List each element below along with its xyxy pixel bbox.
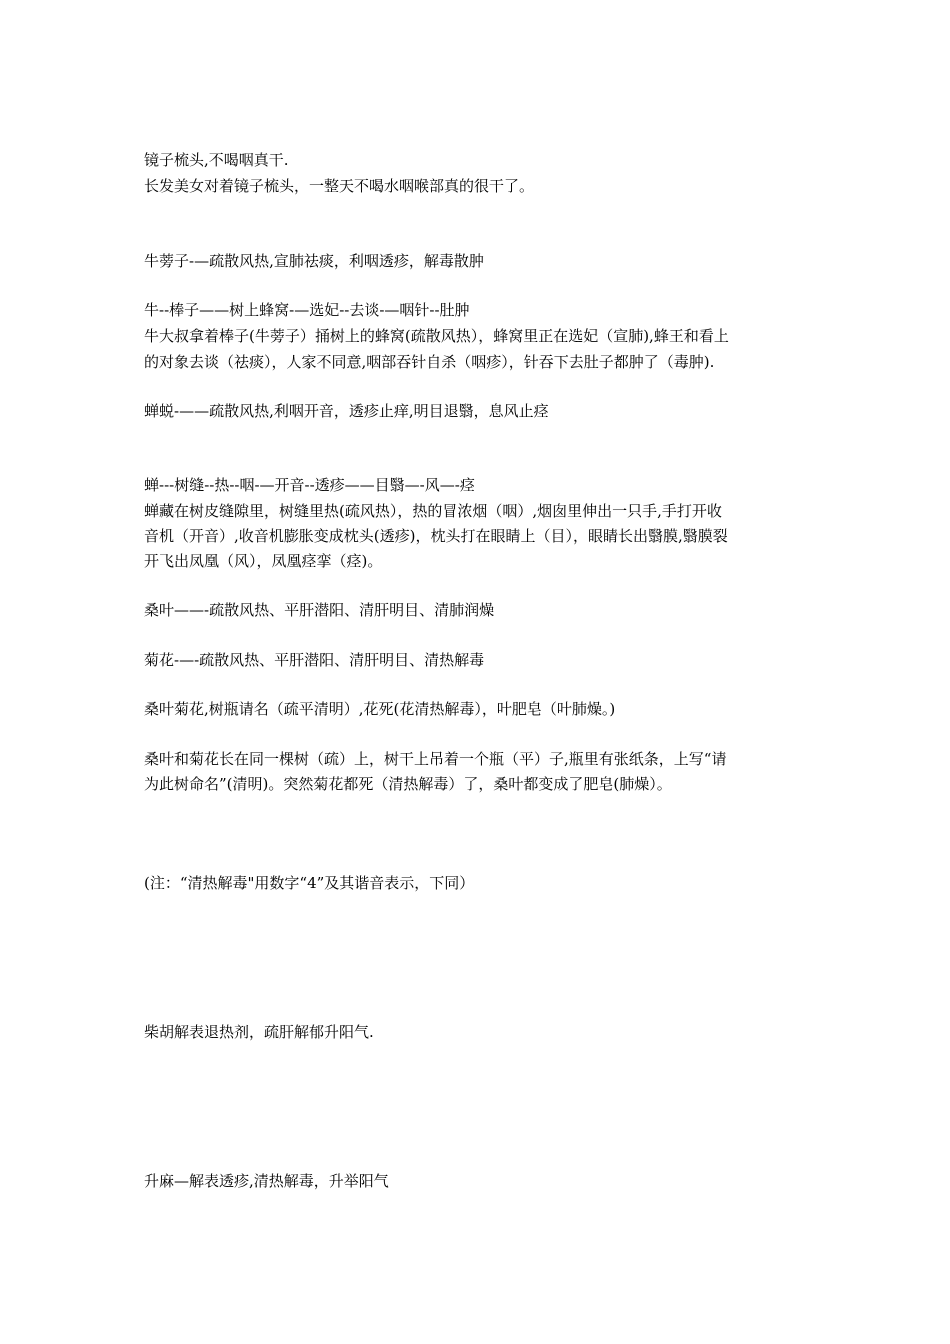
herb-chantui-story-line1: 蝉藏在树皮缝隙里，树缝里热(疏风热），热的冒浓烟（咽）,烟囱里伸出一只手,手打开收 (144, 502, 722, 520)
herb-niubangzi-effects: 牛蒡子-—疏散风热,宣肺祛痰，利咽透疹，解毒散肿 (144, 252, 484, 270)
herb-niubangzi-mnemonic: 牛--棒子——树上蜂窝-—选妃--去谈-—咽针--肚肿 (144, 301, 470, 319)
herb-juhua-effects: 菊花-—-疏散风热、平肝潜阳、清肝明目、清热解毒 (144, 651, 485, 669)
herb-chantui-effects: 蝉蜕-——疏散风热,利咽开音，透疹止痒,明目退翳，息风止痉 (144, 402, 549, 420)
herb-sangye-effects: 桑叶——-疏散风热、平肝潜阳、清肝明目、清肺润燥 (144, 601, 495, 619)
herb-chantui-story-line3: 开飞出凤凰（风），凤凰痉挛（痉)。 (144, 552, 383, 570)
herb-niubangzi-story-line2: 的对象去谈（祛痰），人家不同意,咽部吞针自杀（咽疹），针吞下去肚子都肿了（毒肿). (144, 353, 715, 371)
herb-sangye-juhua-mnemonic: 桑叶菊花,树瓶请名（疏平清明）,花死(花清热解毒），叶肥皂（叶肺燥。) (144, 700, 616, 718)
herb-sangye-juhua-story-line1: 桑叶和菊花长在同一棵树（疏）上，树干上吊着一个瓶（平）子,瓶里有张纸条，上写“请 (144, 750, 727, 768)
herb-chantui-story-line2: 音机（开音）,收音机膨胀变成枕头(透疹)，枕头打在眼睛上（目），眼睛长出翳膜,翳膜裂 (144, 527, 728, 545)
herb-niubangzi-story-line1: 牛大叔拿着棒子(牛蒡子）捅树上的蜂窝(疏散风热），蜂窝里正在选妃（宣肺),蜂王和看上 (144, 327, 729, 345)
herb-sangye-juhua-story-line2: 为此树命名”(清明)。突然菊花都死（清热解毒）了，桑叶都变成了肥皂(肺燥）。 (144, 775, 672, 793)
herb-chaihu-effects: 柴胡解表退热剂，疏肝解郁升阳气. (144, 1023, 374, 1041)
mnemonic-title-mirror: 镜子梳头,不喝咽真干. (144, 151, 289, 169)
note-line: (注：“清热解毒"用数字“4”及其谐音表示，下同） (144, 874, 475, 892)
herb-shengma-effects: 升麻—解表透疹,清热解毒，升举阳气 (144, 1172, 389, 1190)
herb-chantui-mnemonic: 蝉---树缝--热--咽-—开音--透疹——目翳—-风—-痉 (144, 476, 475, 494)
mnemonic-explanation-mirror: 长发美女对着镜子梳头，一整天不喝水咽喉部真的很干了。 (144, 177, 535, 195)
